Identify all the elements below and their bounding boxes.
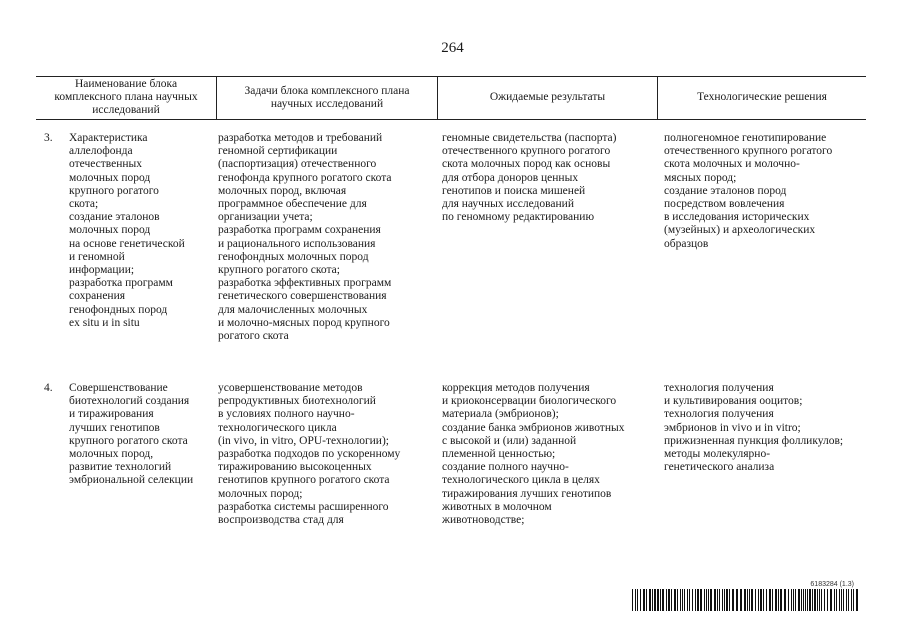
cell-line: образцов [664, 237, 709, 250]
barcode-bar [722, 589, 723, 611]
tasks-cell [218, 382, 428, 527]
block-name-cell [69, 382, 217, 488]
cell-line: и рационального использования [218, 237, 376, 250]
barcode-bar [856, 589, 858, 611]
cell-line: сохранения [69, 290, 126, 303]
cell-line: технологического цикла в целях [442, 474, 600, 487]
barcode-bar [689, 589, 690, 611]
row-number: 3. [44, 132, 53, 144]
cell-line: молочных пород; [218, 487, 303, 500]
cell-line: разработка эффективных программ [218, 277, 392, 290]
cell-line: информации; [69, 264, 135, 277]
barcode-bar [853, 589, 854, 611]
barcode-bar [821, 589, 822, 611]
cell-line: разработка методов и требований [218, 132, 383, 144]
cell-line: лучших генотипов [69, 421, 160, 434]
barcode-bar [841, 589, 842, 611]
barcode-bar [666, 589, 667, 611]
barcode-bar [836, 589, 837, 611]
cell-line: в исследования исторических [664, 211, 810, 224]
barcode-bar [788, 589, 789, 611]
cell-line: программное обеспечение для [218, 198, 367, 211]
barcode-bar [740, 589, 742, 611]
cell-line: животноводстве; [442, 514, 525, 527]
cell-line: генотипов крупного рогатого скота [218, 474, 390, 487]
barcode-bar [717, 589, 718, 611]
barcode-icon [632, 589, 860, 611]
cell-line: скота; [69, 198, 99, 211]
cell-line: создание эталонов [69, 211, 160, 224]
barcode-bar [760, 589, 762, 611]
barcode-bar [843, 589, 844, 611]
cell-line: крупного рогатого скота; [218, 264, 340, 277]
cell-line: племенной ценностью; [442, 448, 556, 461]
page-number: 264 [441, 40, 464, 56]
barcode-bar [704, 589, 705, 611]
cell-line: рогатого скота [218, 330, 289, 343]
cell-line: геномные свидетельства (паспорта) [442, 132, 617, 144]
barcode-bar [749, 589, 750, 611]
barcode-bar [769, 589, 771, 611]
cell-line: молочных пород, [69, 448, 154, 461]
cell-line: и культивирования ооцитов; [664, 395, 803, 408]
cell-line: крупного рогатого скота [69, 434, 188, 447]
header-expected-results: Ожидаемые результаты [489, 91, 606, 103]
cell-line: биотехнологий создания [69, 395, 190, 408]
cell-line: для малочисленных молочных [218, 303, 368, 316]
cell-line: создание полного научно- [442, 461, 569, 474]
barcode-label: 6183284 (1.3) [810, 581, 854, 588]
barcode-bar [719, 589, 720, 611]
barcode-bar [772, 589, 773, 611]
barcode-bar [803, 589, 804, 611]
barcode-bar [848, 589, 849, 611]
tasks-cell [218, 132, 428, 343]
barcode-bar [714, 589, 716, 611]
cell-line: Совершенствование [69, 382, 168, 394]
cell-line: мясных пород; [664, 171, 737, 184]
tech-solutions-cell [664, 382, 869, 474]
barcode-bar [635, 589, 636, 611]
barcode-bar [692, 589, 693, 611]
cell-line: тиражированию высокоценных [218, 461, 372, 474]
block-name-cell [69, 132, 217, 330]
barcode-bar [827, 589, 828, 611]
cell-line: методы молекулярно- [664, 448, 771, 461]
barcode-bar [755, 589, 756, 611]
cell-line: и геномной [69, 250, 125, 263]
cell-line: для научных исследований [442, 198, 574, 211]
header-tasks: Задачи блока комплексного плана научных исследований [244, 84, 410, 110]
barcode-bar [809, 589, 811, 611]
cell-line: эмбрионов in vivo и in vitro; [664, 421, 801, 434]
cell-line: скота молочных и молочно- [664, 158, 800, 171]
cell-line: репродуктивных биотехнологий [218, 395, 376, 408]
barcode-bar [682, 589, 683, 611]
cell-line: полногеномное генотипирование [664, 132, 827, 144]
barcode-bar [812, 589, 813, 611]
cell-line: эмбриональной селекции [69, 474, 194, 487]
cell-line: геномной сертификации [218, 145, 338, 158]
cell-line: на основе генетической [69, 237, 185, 250]
barcode-bar [801, 589, 802, 611]
cell-line: ex situ и in situ [69, 316, 140, 329]
barcode-bar [766, 589, 767, 611]
cell-line: материала (эмбрионов); [442, 408, 559, 421]
cell-line: отечественного крупного рогатого [442, 145, 611, 158]
barcode-bar [695, 589, 696, 611]
cell-line: и молочно-мясных пород крупного [218, 316, 390, 329]
barcode-bar [700, 589, 702, 611]
barcode-bar [652, 589, 653, 611]
barcode-bar [747, 589, 748, 611]
barcode-bar [729, 589, 730, 611]
cell-line: по геномному редактированию [442, 211, 595, 224]
header-block-name: Наименование блока комплексного плана научных исследований [54, 78, 198, 116]
cell-line: отечественных [69, 158, 142, 171]
barcode-bar [687, 589, 688, 611]
barcode-bar [671, 589, 672, 611]
barcode-bar [793, 589, 794, 611]
barcode-bar [763, 589, 764, 611]
cell-line: животных в молочном [442, 500, 552, 513]
cell-line: создание эталонов пород [664, 184, 787, 197]
barcode-bar [819, 589, 820, 611]
cell-line: организации учета; [218, 211, 313, 224]
barcode-bar [751, 589, 753, 611]
barcode-bar [736, 589, 738, 611]
cell-line: посредством вовлечения [664, 198, 785, 211]
barcode-bar [775, 589, 777, 611]
barcode-bar [778, 589, 779, 611]
tech-solutions-cell [664, 132, 869, 251]
barcode-bar [674, 589, 676, 611]
cell-line: молочных пород [69, 171, 151, 184]
barcode-bar [660, 589, 661, 611]
barcode-bar [758, 589, 759, 611]
barcode-bar [654, 589, 656, 611]
barcode-bar [643, 589, 645, 611]
barcode-bar [668, 589, 670, 611]
cell-line: (паспортизация) отечественного [218, 158, 377, 171]
cell-line: отечественного крупного рогатого [664, 145, 833, 158]
cell-line: крупного рогатого [69, 184, 159, 197]
cell-line: технология получения [664, 408, 774, 421]
barcode-bar [817, 589, 818, 611]
cell-line: (музейных) и археологических [664, 224, 816, 237]
cell-line: разработка программ [69, 277, 173, 290]
barcode-bar [846, 589, 847, 611]
barcode-bar [805, 589, 806, 611]
barcode-bar [710, 589, 712, 611]
cell-line: генофондных молочных пород [218, 250, 369, 263]
barcode-bar [657, 589, 659, 611]
barcode-bar [646, 589, 647, 611]
cell-line: в условиях полного научно- [218, 408, 355, 421]
barcode-bar [807, 589, 808, 611]
cell-line: генетического анализа [664, 461, 775, 474]
barcode-bar [851, 589, 852, 611]
barcode-bar [744, 589, 746, 611]
cell-line: развитие технологий [69, 461, 172, 474]
header-tech-solutions: Технологические решения [697, 91, 827, 103]
cell-line: молочных пород, включая [218, 184, 347, 197]
results-cell [442, 382, 652, 527]
cell-line: генетического совершенствования [218, 290, 387, 303]
barcode-bar [684, 589, 685, 611]
cell-line: для отбора доноров ценных [442, 171, 579, 184]
cell-line: разработка системы расширенного [218, 500, 389, 513]
cell-line: с высокой и (или) заданной [442, 434, 577, 447]
cell-line: технологического цикла [218, 421, 337, 434]
barcode-bar [798, 589, 800, 611]
cell-line: разработка программ сохранения [218, 224, 381, 237]
barcode-bar [824, 589, 825, 611]
results-cell [442, 132, 652, 224]
cell-line: и криоконсервации биологического [442, 395, 617, 408]
header-bottom-rule [36, 119, 866, 120]
cell-line: прижизненная пункция фолликулов; [664, 434, 844, 447]
barcode-bar [726, 589, 728, 611]
barcode-bar [732, 589, 734, 611]
cell-line: технология получения [664, 382, 774, 394]
cell-line: генотипов и поиска мишеней [442, 184, 586, 197]
cell-line: генофонда крупного рогатого скота [218, 171, 392, 184]
cell-line: воспроизводства стад для [218, 514, 344, 527]
barcode-bar [677, 589, 678, 611]
barcode-bar [830, 589, 832, 611]
cell-line: создание банка эмбрионов животных [442, 421, 625, 434]
barcode [632, 581, 860, 611]
cell-line: генофондных пород [69, 303, 168, 316]
barcode-bar [814, 589, 816, 611]
cell-line: тиражирования лучших генотипов [442, 487, 612, 500]
cell-line: коррекция методов получения [442, 382, 590, 394]
barcode-bar [706, 589, 707, 611]
barcode-bar [780, 589, 782, 611]
barcode-bar [839, 589, 840, 611]
cell-line: аллелофонда [69, 145, 133, 158]
barcode-bar [637, 589, 638, 611]
cell-line: и тиражирования [69, 408, 154, 421]
barcode-bar [632, 589, 633, 611]
barcode-bar [791, 589, 792, 611]
cell-line: разработка подходов по ускоренному [218, 448, 401, 461]
barcode-bar [662, 589, 664, 611]
barcode-bar [795, 589, 796, 611]
cell-line: усовершенствование методов [218, 382, 363, 394]
cell-line: (in vivo, in vitro, OPU-технологии); [218, 434, 389, 447]
cell-line: Характеристика [69, 132, 148, 144]
barcode-bar [649, 589, 651, 611]
barcode-bar [680, 589, 681, 611]
barcode-bar [724, 589, 725, 611]
barcode-bar [640, 589, 641, 611]
row-number: 4. [44, 382, 53, 394]
barcode-bar [784, 589, 786, 611]
cell-line: скота молочных пород как основы [442, 158, 611, 171]
barcode-bar [708, 589, 709, 611]
barcode-bar [697, 589, 699, 611]
barcode-bar [834, 589, 835, 611]
cell-line: молочных пород [69, 224, 151, 237]
